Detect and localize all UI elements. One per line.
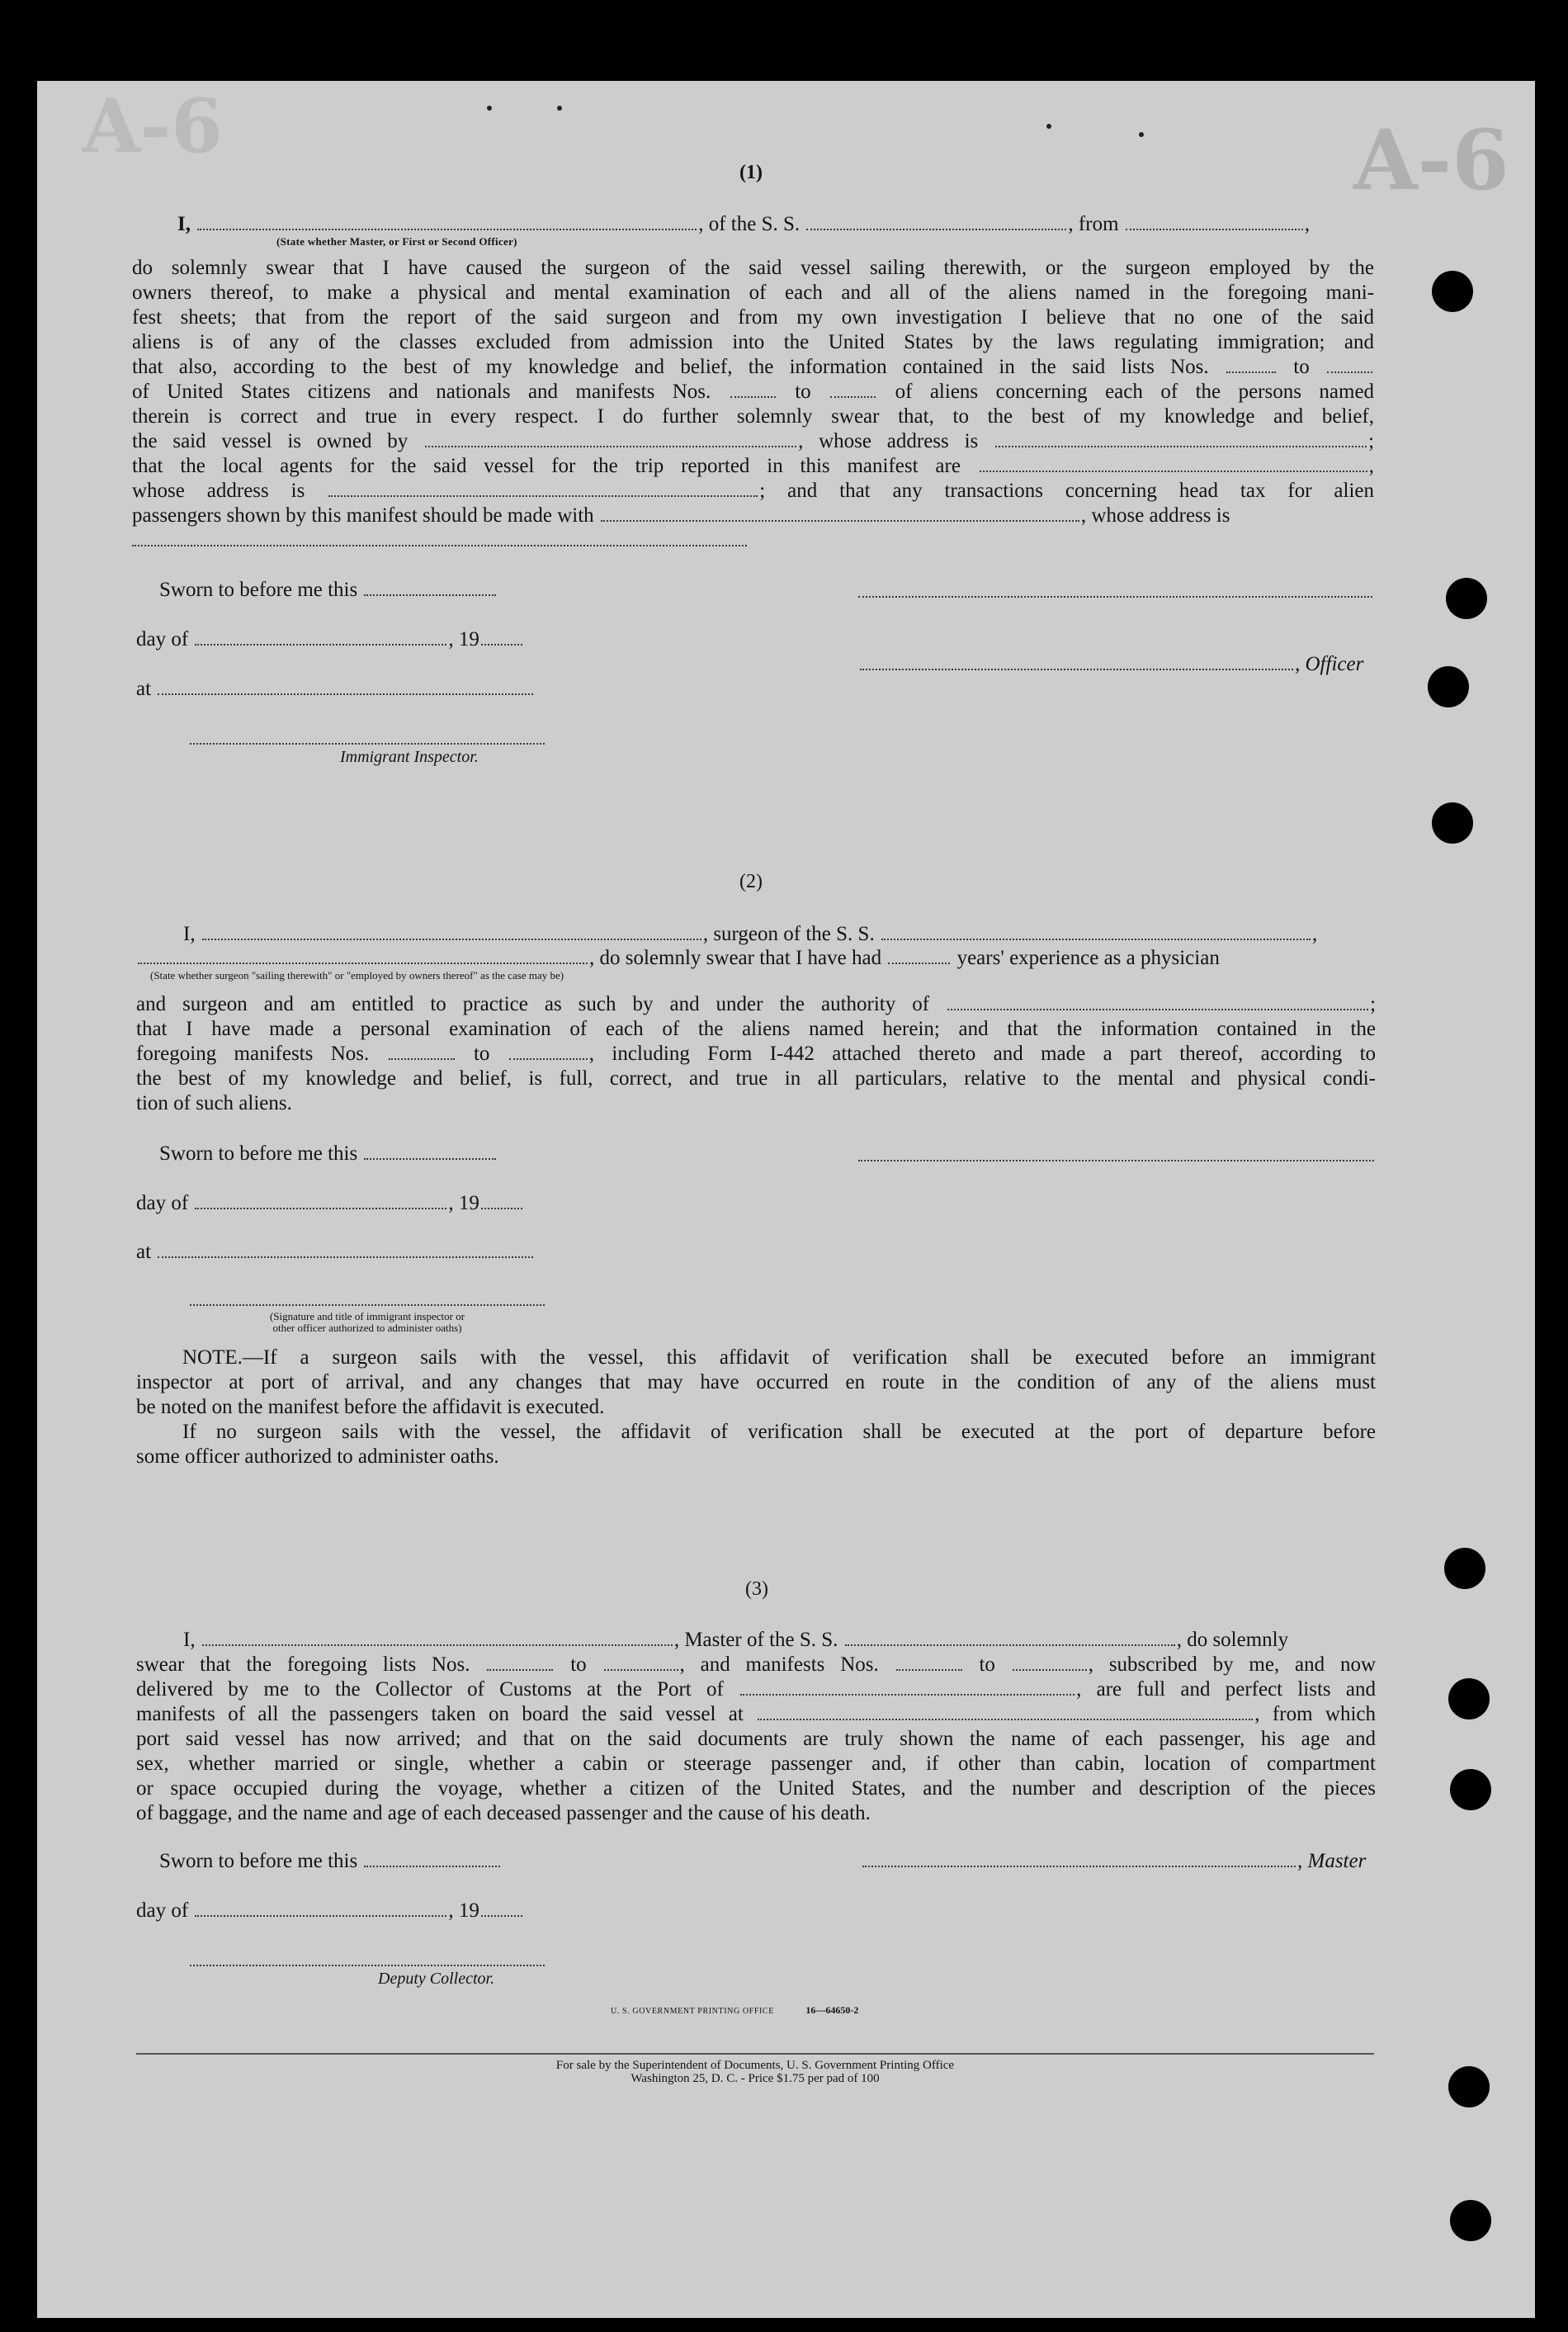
s3-lists-to-field[interactable] [604, 1653, 678, 1671]
s3-master-line [183, 1628, 1376, 1653]
s1-agents-field[interactable] [980, 454, 1367, 472]
s3-dayof-line [136, 1899, 524, 1923]
s3-line-departure [136, 1702, 1376, 1727]
s2-at-field[interactable] [158, 1240, 533, 1258]
s2-ship-field[interactable] [881, 922, 1311, 940]
s3-manifests-from-field[interactable] [896, 1653, 962, 1671]
s2-dayof-line [136, 1191, 524, 1216]
s1-manifests-from-field[interactable] [730, 380, 776, 398]
s2-line: the best of my knowledge and belief, is full, correct, and true in all particulars, relative to the mental and physical condi- [136, 1067, 1376, 1090]
s2-note-line: be noted on the manifest before the affidavit is executed. [136, 1396, 605, 1418]
s2-note-line: If no surgeon sails with the vessel, the affidavit of verification shall be executed at the port of departure before [182, 1421, 1376, 1443]
s3-year-field[interactable] [481, 1899, 522, 1917]
s1-address-label: whose address is [132, 480, 305, 502]
s3-lists-from-field[interactable] [487, 1653, 553, 1671]
footer-rule [136, 2053, 1374, 2055]
printer-code: 16—64650-2 [805, 2004, 859, 2016]
s3-to-label: to [570, 1653, 587, 1676]
s1-to-label: to [795, 381, 811, 403]
s1-paragraph [132, 256, 1374, 528]
s1-to-label: to [1293, 356, 1310, 378]
s2-authority-field[interactable] [947, 992, 1368, 1010]
s3-line-port [136, 1677, 1376, 1702]
s2-inspector-line[interactable] [190, 1304, 545, 1306]
punch-hole [1432, 802, 1473, 844]
punch-hole [1450, 1769, 1491, 1810]
s2-line-manifests [136, 1042, 1376, 1067]
s3-departure-field[interactable] [758, 1702, 1253, 1720]
s1-line-lists [132, 355, 1374, 380]
s3-line: sex, whether married or single, whether a cabin or steerage passenger and, if other than cabin, location of compartment [136, 1753, 1376, 1775]
corner-stamp-left: A-6 [83, 83, 223, 170]
s1-line: fest sheets; that from the report of the said surgeon and from my own investigation I believe that no one of the said [132, 306, 1374, 329]
speck [557, 106, 562, 111]
s1-headtax-field[interactable] [601, 504, 1079, 522]
s1-from-label: , from [1068, 213, 1119, 235]
speck [487, 106, 492, 111]
s2-surgeon-type-field[interactable] [138, 946, 588, 964]
s3-day-field[interactable] [195, 1899, 446, 1917]
s1-line-headtax [132, 504, 1374, 528]
punch-hole [1450, 2200, 1491, 2241]
s3-master-sign-line [861, 1849, 1366, 1874]
s1-at-label: at [136, 678, 152, 700]
s3-master-name-field[interactable] [202, 1628, 673, 1646]
speck [1046, 124, 1051, 129]
s1-owner-address-field[interactable] [995, 429, 1367, 447]
s3-year-label: , 19 [448, 1899, 479, 1922]
s1-headtax-text: ; and that any transactions concerning head tax for alien [759, 480, 1375, 502]
printer-line [611, 2004, 858, 2017]
s3-sworn-line [159, 1849, 502, 1874]
s1-manifests-text: of United States citizens and nationals and manifests Nos. [132, 381, 711, 403]
s1-sworn-label: Sworn to before me this [159, 579, 358, 601]
s1-address-label: , whose address is [1080, 504, 1230, 527]
punch-hole [1448, 2066, 1490, 2107]
s2-to-label: to [473, 1043, 490, 1065]
s3-from-which-text: , from which [1254, 1703, 1377, 1725]
s2-sig-note [198, 1311, 536, 1334]
s1-lists-text: that also, according to the best of my knowledge and belief, the information contained in the said lists Nos. [132, 356, 1209, 378]
s1-address-continuation[interactable] [132, 545, 747, 546]
s2-sworn-label: Sworn to before me this [159, 1142, 358, 1165]
punch-hole [1444, 1548, 1485, 1589]
s1-line: do solemnly swear that I have caused the surgeon of the said vessel sailing therewith, or the surgeon employed by the [132, 257, 1374, 279]
s2-line: tion of such aliens. [136, 1092, 292, 1114]
s3-line: port said vessel has now arrived; and that on the said documents are truly shown the name of each passenger, his age and [136, 1728, 1376, 1750]
s3-lists-text: swear that the foregoing lists Nos. [136, 1653, 470, 1676]
s2-manifests-to-field[interactable] [509, 1042, 588, 1060]
s1-line-owner [132, 429, 1374, 454]
s3-subscribed-text: , subscribed by me, and now [1088, 1653, 1377, 1676]
s1-comma: , [1304, 213, 1311, 235]
s1-line-manifests [132, 380, 1374, 404]
s1-year-label: , 19 [448, 628, 479, 650]
s3-paragraph [136, 1653, 1376, 1826]
s3-i-label: I, [183, 1629, 196, 1651]
s1-at-field[interactable] [158, 677, 533, 695]
s1-line-agent-address [132, 479, 1374, 504]
s2-surgeon-note: (State whether surgeon "sailing therewith" or "employed by owners thereof" as the case may be) [150, 969, 564, 982]
punch-hole [1448, 1678, 1490, 1719]
s1-agents-text: that the local agents for the said vessel for the trip reported in this manifest are [132, 455, 961, 477]
s2-manifests-from-field[interactable] [389, 1042, 455, 1060]
s1-lists-to-field[interactable] [1327, 355, 1372, 373]
s3-to-label: to [979, 1653, 995, 1676]
s3-lists-perfect-text: , are full and perfect lists and [1076, 1678, 1377, 1701]
s1-lists-from-field[interactable] [1226, 355, 1276, 373]
s1-owner-field[interactable] [425, 429, 796, 447]
corner-stamp-right: A-6 [1353, 111, 1509, 209]
s1-line-agents [132, 454, 1374, 479]
s1-year-field[interactable] [481, 627, 522, 646]
s2-note-line: NOTE.—If a surgeon sails with the vessel, this affidavit of verification shall be executed before an immigrant [182, 1346, 1376, 1369]
s1-dayof-label: day of [136, 628, 189, 650]
s2-surgeon-name-field[interactable] [202, 922, 701, 940]
s2-i-label: I, [183, 923, 196, 945]
s2-surgeon-label: , surgeon of the S. S. [702, 923, 875, 945]
s3-manifests-text: , and manifests Nos. [679, 1653, 879, 1676]
footer-line2: Washington 25, D. C. - Price $1.75 per pad of 100 [631, 2072, 880, 2085]
s1-officer-note: (State whether Master, or First or Second Officer) [276, 235, 517, 248]
s1-sworn-date-field[interactable] [364, 578, 496, 596]
s1-owned-text: the said vessel is owned by [132, 430, 409, 452]
s1-officer-label: , Officer [1295, 653, 1364, 675]
s2-note-line: some officer authorized to administer oaths. [136, 1445, 499, 1468]
s3-collector-text: delivered by me to the Collector of Customs at the Port of [136, 1678, 724, 1701]
s2-form-text: , including Form I-442 attached thereto and made a part thereof, according to [588, 1043, 1377, 1065]
s1-comma: , [1368, 455, 1375, 477]
s3-manifests-all-text: manifests of all the passengers taken on board the said vessel at [136, 1703, 744, 1725]
s2-note-line: inspector at port of arrival, and any changes that may have occurred en route in the condition of any of the aliens must [136, 1371, 1376, 1393]
s3-sworn-date-field[interactable] [364, 1849, 500, 1867]
s1-line: owners thereof, to make a physical and mental examination of each and all of the aliens named in the foregoing mani- [132, 281, 1374, 304]
s2-sig-note-line2: other officer authorized to administer oaths) [272, 1322, 462, 1334]
s2-semicolon: ; [1370, 993, 1377, 1015]
s3-master-sign-field[interactable] [862, 1849, 1296, 1867]
s2-physician-text: years' experience as a physician [956, 947, 1220, 969]
s2-sig-note-line1: (Signature and title of immigrant inspector or [269, 1310, 465, 1322]
s1-i-label: I, [177, 213, 191, 235]
s1-day-field[interactable] [195, 627, 446, 646]
s3-collector-line[interactable] [190, 1965, 545, 1966]
s1-line: therein is correct and true in every respect. I do further solemnly swear that, to the best of my knowledge and belief, [132, 405, 1374, 428]
s2-experience-line [136, 946, 1220, 971]
s2-dayof-label: day of [136, 1192, 189, 1214]
s2-manifests-text: foregoing manifests Nos. [136, 1043, 370, 1065]
s2-comma: , [1311, 923, 1318, 945]
s1-line: aliens is of any of the classes excluded from admission into the United States by the laws regulating immigration; and [132, 331, 1374, 353]
s3-sworn-label: Sworn to before me this [159, 1850, 358, 1872]
s2-surgeon-line [183, 922, 1317, 947]
punch-hole [1432, 271, 1473, 312]
s1-semicolon: ; [1368, 430, 1375, 452]
s3-solemnly-text: , do solemnly [1176, 1629, 1289, 1651]
s2-years-field[interactable] [888, 946, 950, 964]
s1-officer-sign-field[interactable] [860, 652, 1293, 670]
s2-at-line [136, 1240, 535, 1265]
s2-line-authority [136, 992, 1376, 1017]
punch-hole [1428, 666, 1469, 707]
s2-sworn-date-field[interactable] [364, 1142, 496, 1160]
s3-dayof-label: day of [136, 1899, 189, 1922]
s3-line: or space occupied during the voyage, whether a citizen of the United States, and the number and description of the pieces [136, 1777, 1376, 1800]
s3-line: of baggage, and the name and age of each deceased passenger and the cause of his death. [136, 1802, 871, 1824]
s1-dayof-line [136, 627, 524, 652]
s3-ship-field[interactable] [845, 1628, 1175, 1646]
s1-passengers-text: passengers shown by this manifest should be made with [132, 504, 594, 527]
s1-agent-address-field[interactable] [328, 479, 758, 497]
s1-manifests-to-field[interactable] [830, 380, 876, 398]
s1-at-line [136, 677, 535, 702]
s1-officer-line [858, 652, 1363, 677]
s2-paragraph [136, 992, 1376, 1116]
printer-office: U. S. GOVERNMENT PRINTING OFFICE [611, 2007, 774, 2016]
s2-year-field[interactable] [481, 1191, 522, 1209]
s1-address-label: , whose address is [798, 430, 979, 452]
s2-authority-text: and surgeon and am entitled to practice as such by and under the authority of [136, 993, 930, 1015]
s1-sworn-line [159, 578, 498, 603]
s3-port-field[interactable] [740, 1677, 1074, 1696]
s3-master-sign-label: , Master [1297, 1850, 1367, 1872]
s1-from-field[interactable] [1126, 212, 1303, 230]
s2-sworn-line [159, 1142, 498, 1166]
section-1-heading: (1) [739, 162, 763, 183]
s2-year-label: , 19 [448, 1192, 479, 1214]
s1-master-line [177, 212, 1374, 237]
s2-line: that I have made a personal examination of each of the aliens named herein; and that the information contained in the [136, 1018, 1376, 1040]
s1-of-ss-label: , of the S. S. [698, 213, 801, 235]
s3-line-lists [136, 1653, 1376, 1677]
s2-swear-text: , do solemnly swear that I have had [589, 947, 882, 969]
s1-ship-field[interactable] [806, 212, 1066, 230]
s3-collector-label: Deputy Collector. [378, 1970, 495, 1988]
punch-hole [1446, 578, 1487, 619]
footer [466, 2059, 1044, 2085]
speck [1139, 132, 1144, 137]
s2-signature-line[interactable] [858, 1160, 1374, 1161]
footer-line1: For sale by the Superintendent of Documents, U. S. Government Printing Office [555, 2059, 955, 2072]
s1-aliens-text: of aliens concerning each of the persons named [895, 381, 1375, 403]
s3-master-label: , Master of the S. S. [673, 1629, 838, 1651]
s3-manifests-to-field[interactable] [1013, 1653, 1087, 1671]
section-2-heading: (2) [739, 871, 763, 892]
s1-signature-line[interactable] [858, 596, 1372, 598]
s2-at-label: at [136, 1241, 152, 1263]
s2-day-field[interactable] [195, 1191, 446, 1209]
s1-inspector-label: Immigrant Inspector. [340, 748, 479, 766]
s2-note-paragraph [136, 1346, 1376, 1469]
s1-officer-field[interactable] [197, 212, 697, 230]
section-3-heading: (3) [745, 1578, 768, 1600]
s1-inspector-line[interactable] [190, 743, 545, 745]
